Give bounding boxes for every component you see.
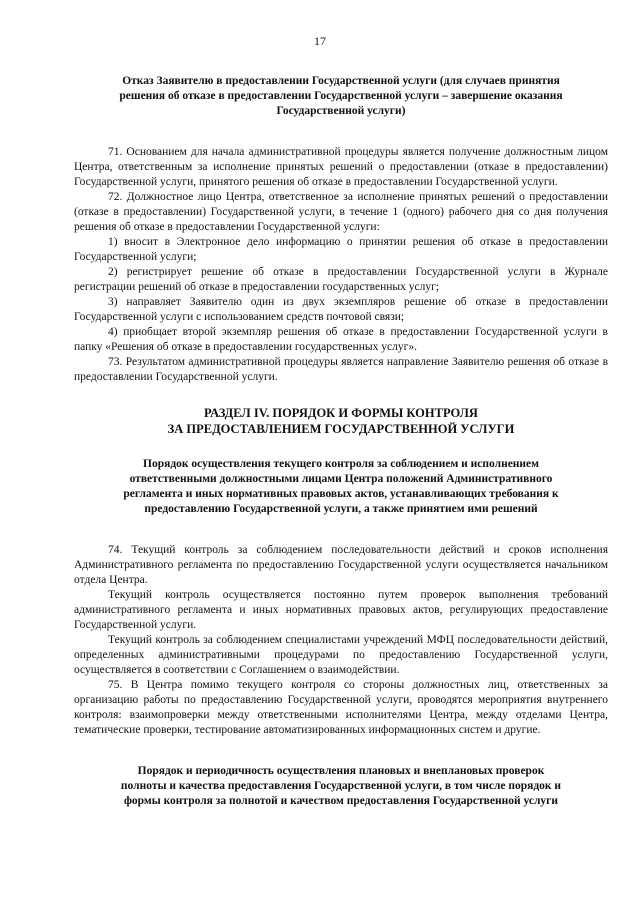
section-title-line: ЗА ПРЕДОСТАВЛЕНИЕМ ГОСУДАРСТВЕННОЙ УСЛУГИ (167, 422, 515, 436)
paragraph-71: 71. Основанием для начала административной процедуры является получение должностным лицом Центра, ответственным за исполнение принятых решений о предоставлении (отказе в предоставлении) Государственной услуги, принятого решения об отказе в предоставлении Государственной услуги. (74, 146, 608, 188)
section-title (74, 405, 608, 437)
paragraph-74-2: Текущий контроль осуществляется постоянно путем проверок выполнения требований административного регламента и иных нормативных правовых актов, регулирующих предоставление Государственной услуги. (74, 589, 608, 631)
heading-line: Порядок осуществления текущего контроля за соблюдением и исполнением (143, 458, 539, 470)
list-item-3: 3) направляет Заявителю один из двух экземпляров решение об отказе в предоставлении Государственной услуги с использованием средств почтовой связи; (74, 296, 608, 323)
list-item-4: 4) приобщает второй экземпляр решения об отказе в предоставлении Государственной услуги в папку «Решения об отказе в предоставлении государственных услуг». (74, 326, 608, 353)
heading-inspections (74, 764, 608, 809)
heading-line: Отказ Заявителю в предоставлении Государственной услуги (для случаев принятия (122, 75, 560, 87)
paragraph-74: 74. Текущий контроль за соблюдением последовательности действий и сроков исполнения Административного регламента по предоставлению Государственной услуги осуществляется начальником отдела Центра. (74, 544, 608, 586)
heading-line: Государственной услуги) (276, 105, 406, 117)
heading-current-control (74, 457, 608, 517)
list-item-1: 1) вносит в Электронное дело информацию о принятии решения об отказе в предоставлении Государственной услуги; (74, 236, 608, 263)
paragraph-72: 72. Должностное лицо Центра, ответственное за исполнение принятых решений о предоставлении (отказе в предоставлении) Государственной услуги, в течение 1 (одного) рабочего дня со дня получения решения об отказе в предоставлении Государственной услуги: (74, 191, 608, 233)
heading-line: Порядок и периодичность осуществления плановых и внеплановых проверок (137, 765, 545, 777)
heading-line: формы контроля за полнотой и качеством предоставления Государственной услуги (123, 795, 559, 807)
paragraph-73: 73. Результатом административной процедуры является направление Заявителю решения об отказе в предоставлении Государственной услуги. (74, 356, 608, 383)
paragraph-74-3: Текущий контроль за соблюдением специалистами учреждений МФЦ последовательности действий, определенных административными процедурами по предоставлению Государственной услуги, осуществляется в соответствии с Соглашением о взаимодействии. (74, 634, 608, 676)
heading-line: полноты и качества предоставления Государственной услуги, в том числе порядок и (120, 780, 562, 792)
list-item-2: 2) регистрирует решение об отказе в предоставлении Государственной услуги в Журнале регистрации решений об отказе в предоставлении государственных услуг; (74, 266, 608, 293)
page-number: 17 (314, 34, 326, 48)
paragraph-75: 75. В Центра помимо текущего контроля со стороны должностных лиц, ответственных за организацию работы по предоставлению Государственной услуги, проводятся мероприятия внутреннего контроля: взаимопроверки между ответственными исполнителями Центра, между отделами Центра, тематические проверки, тестирование автоматизированных информационных систем и другие. (74, 679, 608, 736)
heading-line: решения об отказе в предоставлении Государственной услуги – завершение оказания (119, 90, 563, 102)
page-content (74, 74, 608, 809)
section-title-line: РАЗДЕЛ IV. ПОРЯДОК И ФОРМЫ КОНТРОЛЯ (204, 406, 478, 420)
heading-line: регламента и иных нормативных правовых актов, устанавливающих требования к (123, 488, 559, 500)
heading-refusal (74, 74, 608, 119)
heading-line: ответственными должностными лицами Центра положений Административного (129, 473, 553, 485)
heading-line: предоставлению Государственной услуги, а также принятием ими решений (144, 503, 538, 515)
